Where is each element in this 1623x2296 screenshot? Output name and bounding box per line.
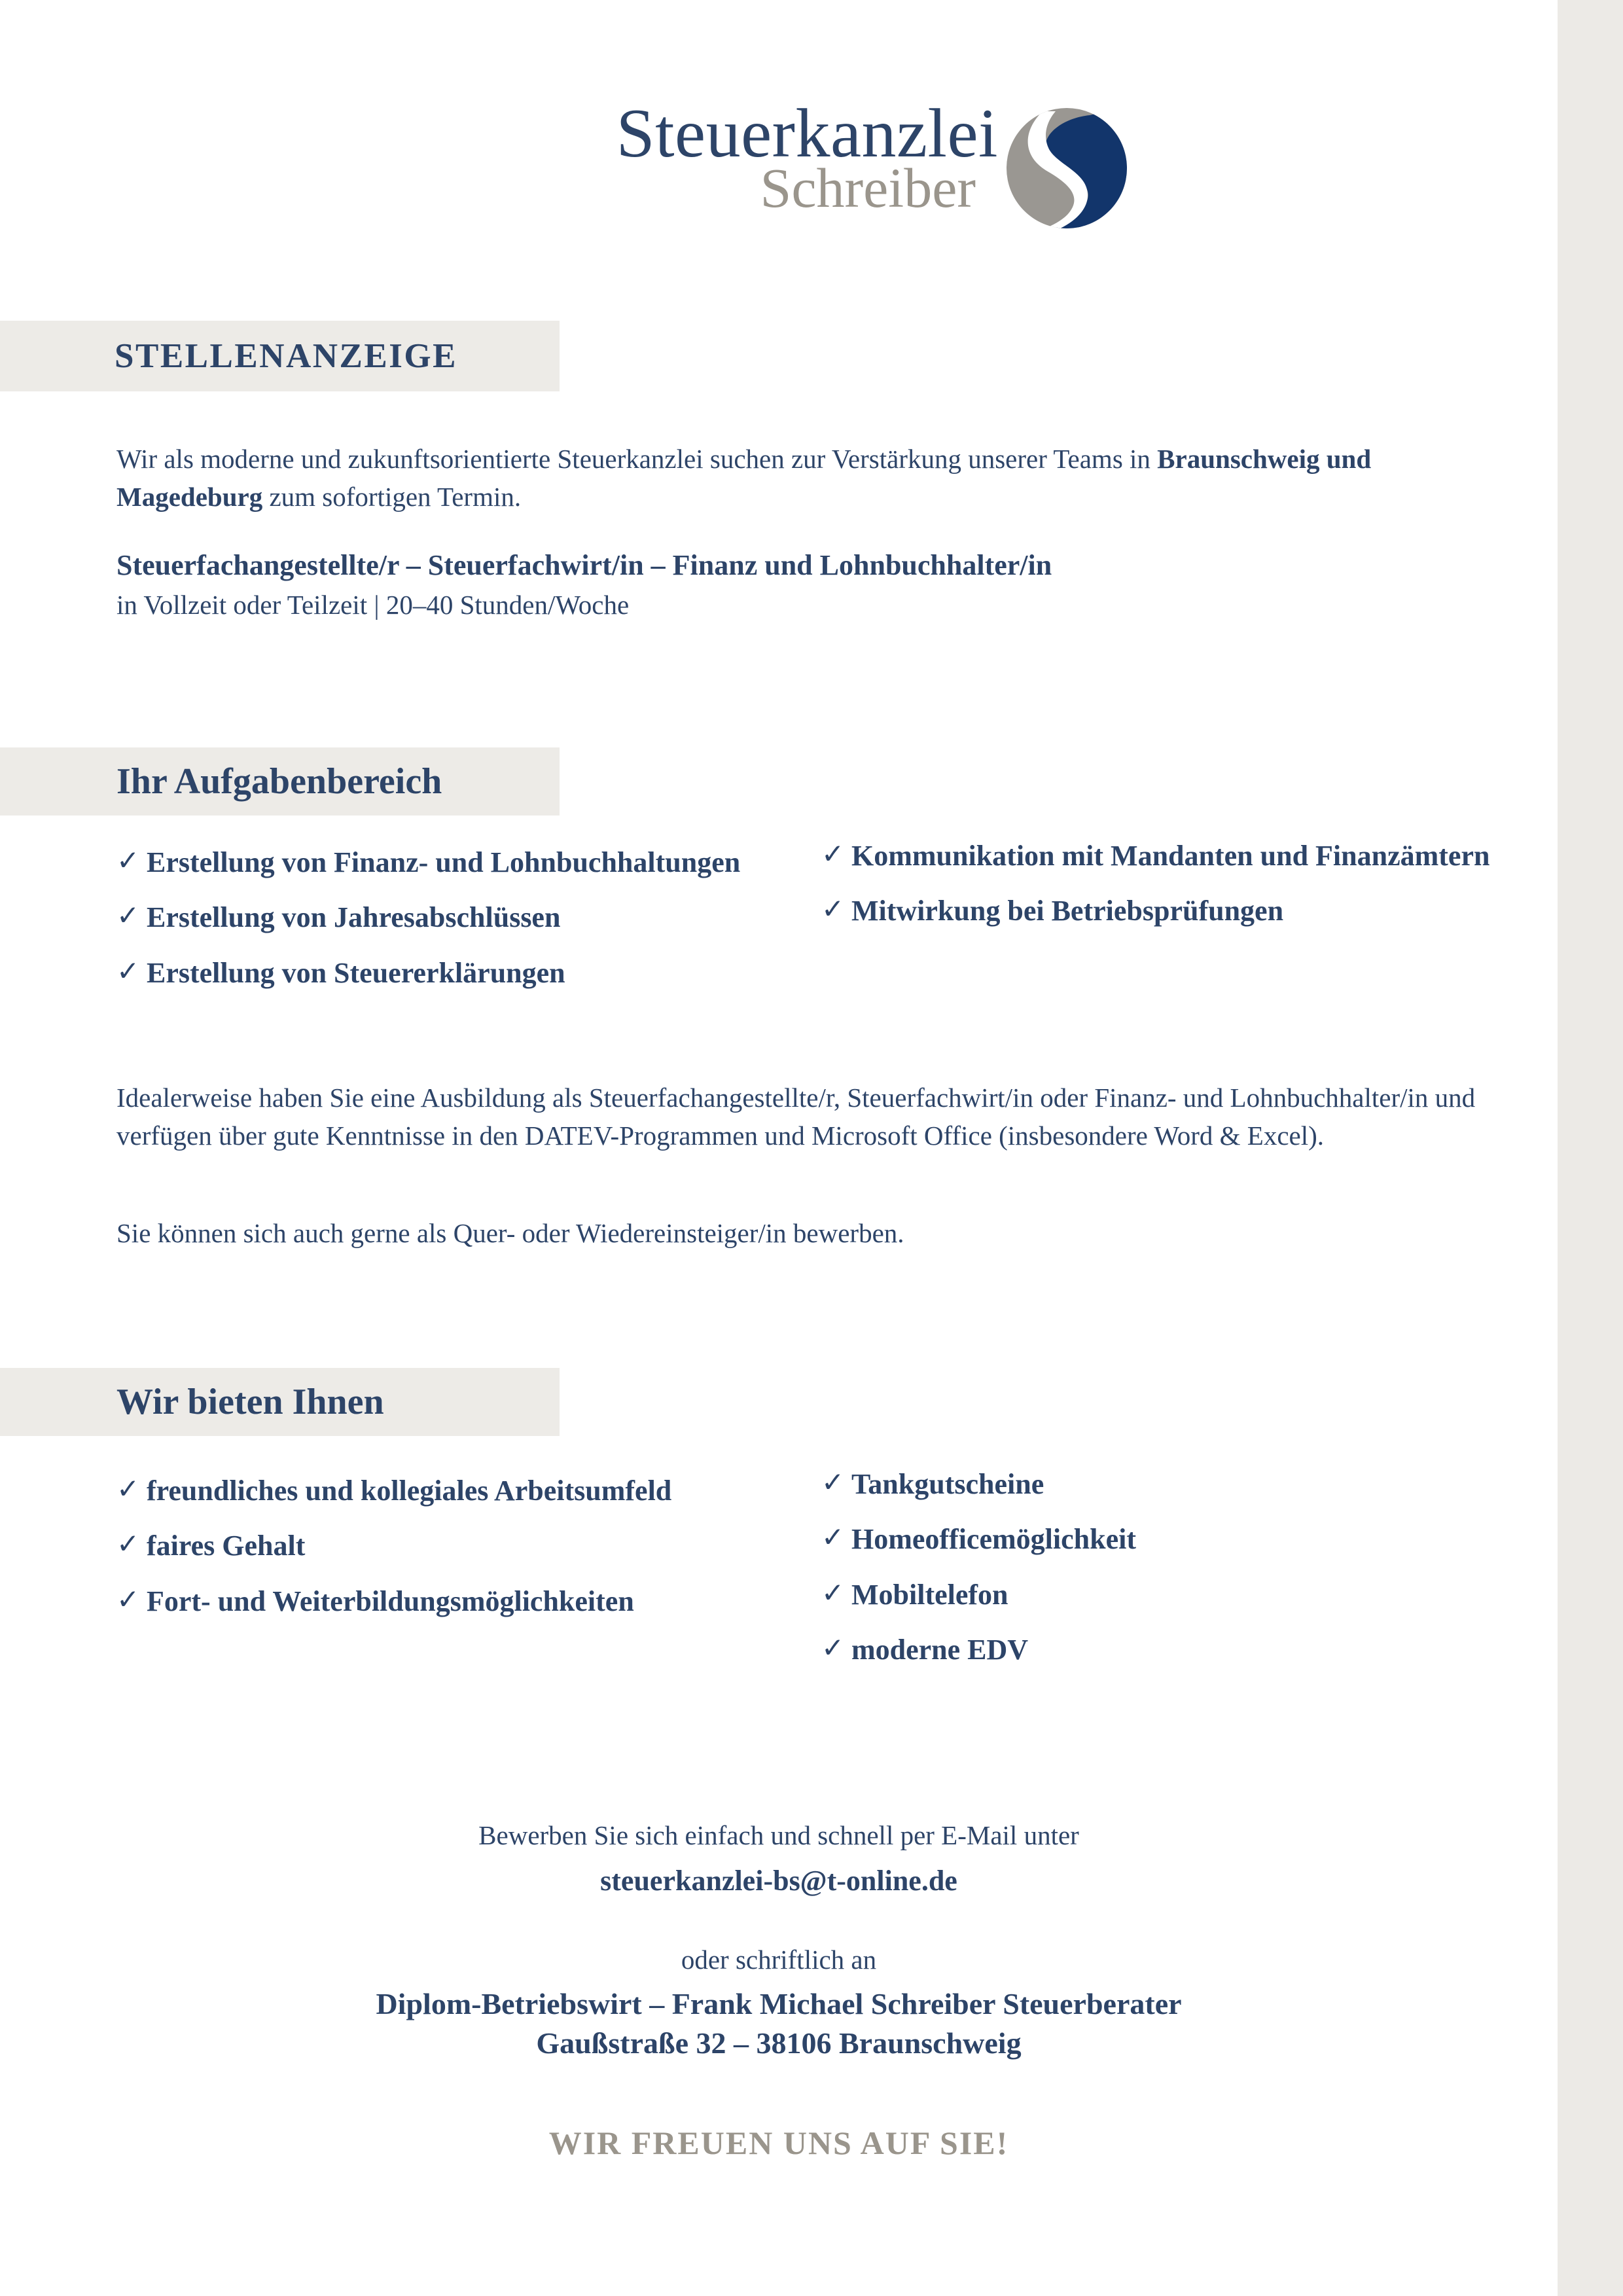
- benefit-label: Homeofficemöglichkeit: [851, 1523, 1136, 1556]
- section-header-wir-bieten-ihnen: [0, 1368, 560, 1436]
- section-title-wir-bieten-ihnen: Wir bieten Ihnen: [116, 1382, 384, 1422]
- list-item: [821, 893, 1515, 929]
- section-header-stellenanzeige: [0, 321, 560, 391]
- checkmark-icon: ✓: [116, 846, 140, 876]
- list-item: [821, 1466, 1515, 1503]
- checkmark-icon: ✓: [821, 840, 845, 870]
- company-address: Gaußstraße 32 – 38106 Braunschweig: [536, 2026, 1022, 2060]
- section-title-stellenanzeige: STELLENANZEIGE: [115, 337, 457, 375]
- career-changers-paragraph: Sie können sich auch gerne als Quer- oder Wiedereinsteiger/in bewerben.: [116, 1218, 904, 1248]
- benefit-label: freundliches und kollegiales Arbeitsumfeld: [147, 1475, 672, 1507]
- task-label: Mitwirkung bei Betriebsprüfungen: [851, 895, 1284, 927]
- logo-line-schreiber: Schreiber: [760, 156, 976, 220]
- intro-paragraph: [116, 440, 1478, 516]
- postal-instruction: oder schriftlich an: [681, 1945, 877, 1975]
- section-title-aufgabenbereich: Ihr Aufgabenbereich: [116, 761, 442, 802]
- list-item: [821, 1521, 1515, 1558]
- closing-slogan: WIR FREUEN UNS AUF SIE!: [548, 2125, 1009, 2161]
- job-terms: in Vollzeit oder Teilzeit | 20–40 Stunden/Woche: [116, 590, 630, 620]
- job-title-block: [116, 547, 1491, 622]
- benefits-column-left: [116, 1473, 791, 1638]
- checkmark-icon: ✓: [116, 956, 140, 987]
- intro-text-after: zum sofortigen Termin.: [262, 482, 522, 512]
- checkmark-icon: ✓: [116, 1530, 140, 1560]
- list-item: [116, 1528, 791, 1564]
- list-item: [116, 1473, 791, 1509]
- list-item: [821, 1577, 1515, 1613]
- company-legal-name: Diplom-Betriebswirt – Frank Michael Schreiber Steuerberater: [376, 1987, 1182, 2020]
- apply-instruction: Bewerben Sie sich einfach und schnell per E-Mail unter: [478, 1820, 1079, 1850]
- benefit-label: Tankgutscheine: [851, 1468, 1044, 1500]
- list-item: [821, 1632, 1515, 1668]
- job-title: Steuerfachangestellte/r – Steuerfachwirt/in – Finanz und Lohnbuchhalter/in: [116, 549, 1052, 581]
- qualifications-paragraph: Idealerweise haben Sie eine Ausbildung als Steuerfachangestellte/r, Steuerfachwirt/in oder Finanz- und Lohnbuchhalter/in und verfügen über gute Kenntnisse in den DATEV-Programmen und Microsoft Office (insbesondere Word & Excel).: [116, 1083, 1476, 1151]
- benefit-label: Mobiltelefon: [851, 1578, 1008, 1611]
- checkmark-icon: ✓: [116, 1585, 140, 1615]
- benefit-label: moderne EDV: [851, 1633, 1029, 1666]
- task-label: Erstellung von Steuererklärungen: [147, 956, 565, 989]
- intro-locations: Braunschweig und Magedeburg: [116, 444, 1372, 512]
- company-logo: [488, 95, 1116, 249]
- list-item: [821, 838, 1515, 874]
- task-label: Kommunikation mit Mandanten und Finanzämtern: [851, 840, 1490, 872]
- checkmark-icon: ✓: [821, 1633, 845, 1664]
- checkmark-icon: ✓: [116, 901, 140, 932]
- checkmark-icon: ✓: [821, 1578, 845, 1609]
- right-edge-band: [1558, 0, 1623, 2296]
- section-header-aufgabenbereich: [0, 747, 560, 816]
- intro-text-before: Wir als moderne und zukunftsorientierte Steuerkanzlei suchen zur Verstärkung unserer Teams in: [116, 444, 1158, 474]
- checkmark-icon: ✓: [821, 1468, 845, 1498]
- logo-line-steuerkanzlei: Steuerkanzlei: [616, 95, 998, 171]
- tasks-column-left: [116, 844, 791, 1010]
- benefit-label: faires Gehalt: [147, 1530, 306, 1562]
- benefits-column-right: [821, 1466, 1515, 1687]
- benefit-label: Fort- und Weiterbildungsmöglichkeiten: [147, 1585, 634, 1617]
- logo-wordmark: [488, 95, 998, 220]
- tasks-column-right: [821, 838, 1515, 948]
- contact-email[interactable]: steuerkanzlei-bs@t-online.de: [600, 1865, 957, 1897]
- checkmark-icon: ✓: [821, 895, 845, 925]
- logo-s-mark-icon: [1005, 106, 1129, 230]
- list-item: [116, 955, 791, 992]
- checkmark-icon: ✓: [116, 1475, 140, 1505]
- list-item: [116, 1583, 791, 1620]
- task-label: Erstellung von Finanz- und Lohnbuchhaltungen: [147, 846, 741, 878]
- list-item: [116, 899, 791, 936]
- checkmark-icon: ✓: [821, 1523, 845, 1554]
- list-item: [116, 844, 791, 881]
- task-label: Erstellung von Jahresabschlüssen: [147, 901, 561, 934]
